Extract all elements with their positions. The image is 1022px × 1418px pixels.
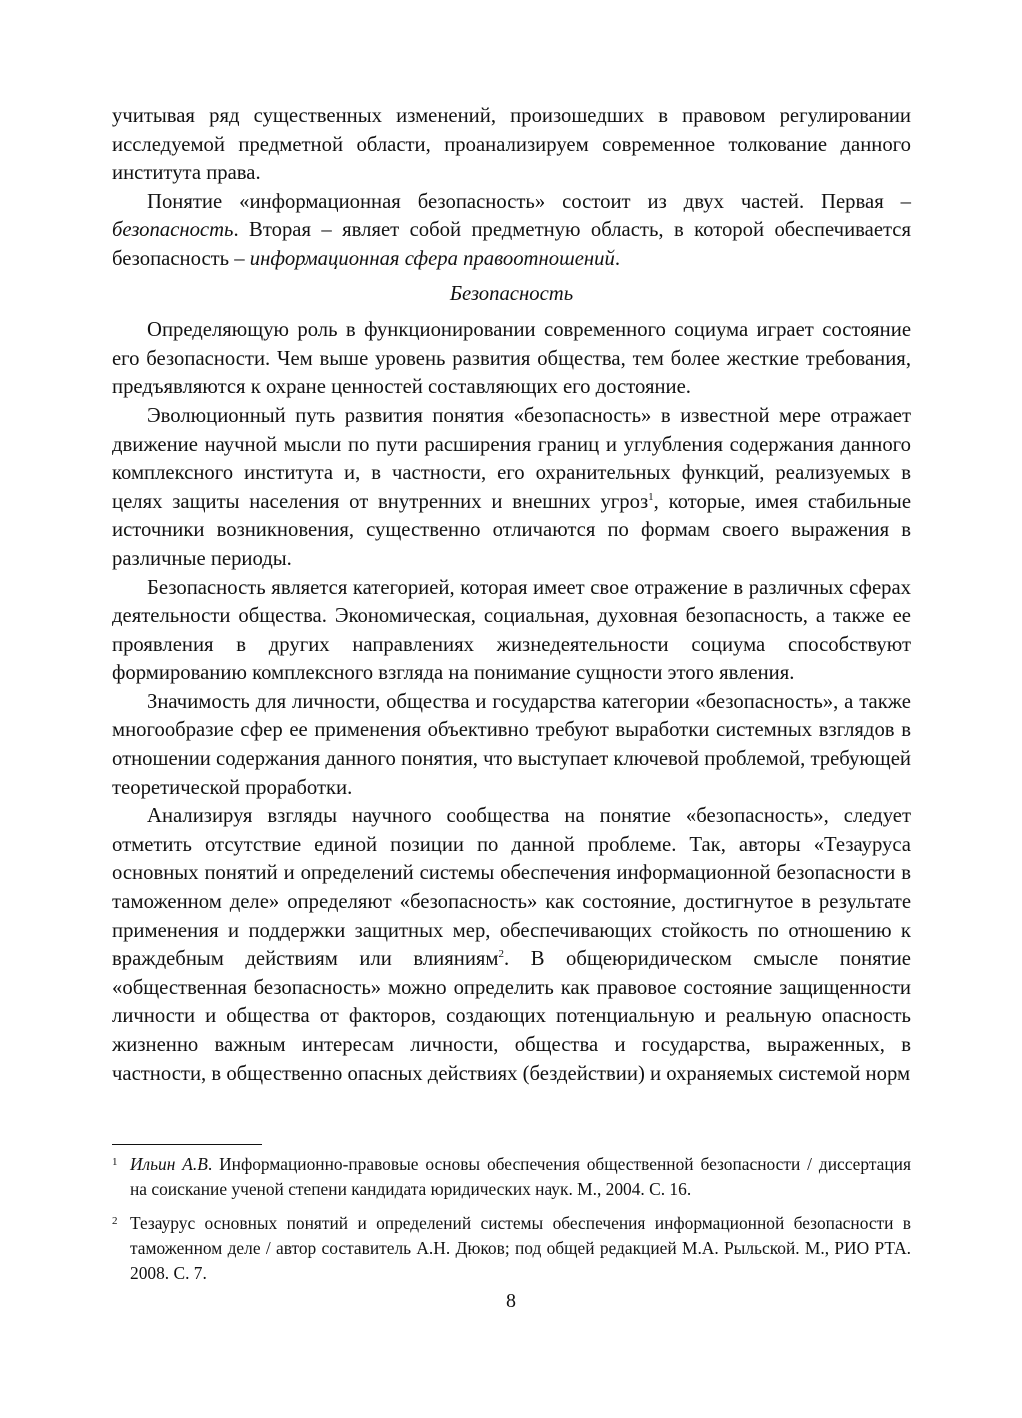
p2-text-a: Понятие «информационная безопасность» состоит из двух частей. Первая – bbox=[147, 190, 911, 213]
paragraph-role: Определяющую роль в функционировании современного социума играет состояние его безопасности. Чем выше уровень развития общества, тем более жесткие требования, предъявляются к охране ценностей составляющих его достояние. bbox=[112, 319, 911, 399]
p4-text-b: , которые, имея стабильные источники возникновения, существенно отличаются по формам своего выражения в различные периоды. bbox=[112, 490, 911, 570]
footnote-ref-2[interactable]: 2 bbox=[498, 948, 505, 961]
footnote-number: 1 bbox=[112, 1156, 118, 1168]
footnote-author: Ильин А.В bbox=[130, 1154, 208, 1174]
footnote-text: Тезаурус основных понятий и определений системы обеспечения информационной безопасности в таможенном деле / автор составитель А.Н. Дюков; под общей редакцией М.А. Рыльской. М., РИО РТА. 2008. С. 7. bbox=[130, 1213, 911, 1283]
page-number: 8 bbox=[506, 1290, 516, 1312]
footnote-1 bbox=[112, 1152, 911, 1202]
paragraph-concept-definition bbox=[112, 188, 911, 274]
footnote-ref-1[interactable]: 1 bbox=[648, 490, 654, 503]
footnote-separator bbox=[112, 1144, 262, 1145]
paragraph-significance: Значимость для личности, общества и государства категории «безопасность», а также многообразие сфер ее применения объективно требуют выработки системных взглядов в отношении содержания данного понятия, что выступает ключевой проблемой, требующей теоретической проработки. bbox=[112, 690, 911, 799]
p2-term-security: безопасность bbox=[112, 219, 234, 242]
paragraph-continuation: учитывая ряд существенных изменений, произошедших в правовом регулировании исследуемой предметной области, проанализируем современное толкование данного института права. bbox=[112, 105, 911, 185]
main-text bbox=[112, 102, 911, 1088]
p7-text-b: . В общеюридическом смысле понятие «общественная безопасность» можно определить как правовое состояние защищенности личности и общества от факторов, создающих потенциальную и реальную опасность жизненно важным интересам личности, общества и государства, выраженных, в частности, в общественно опасных действиях (бездействии) и охраняемых системой норм bbox=[112, 948, 911, 1085]
footnote-2 bbox=[112, 1211, 911, 1286]
p2-text-c: . Вторая – являет собой предметную область, в которой обеспечивается безопасность – bbox=[112, 219, 911, 270]
footnotes bbox=[112, 1152, 911, 1295]
footnote-text: . Информационно-правовые основы обеспечения общественной безопасности / диссертация на соискание ученой степени кандидата юридических наук. М., 2004. С. 16. bbox=[130, 1154, 911, 1199]
p2-text-e: . bbox=[614, 247, 620, 270]
paragraph-category: Безопасность является категорией, которая имеет свое отражение в различных сферах деятельности общества. Экономическая, социальная, духовная безопасность, а также ее проявления в других направлениях жизнедеятельности социума способствуют формированию комплексного взгляда на понимание сущности этого явления. bbox=[112, 576, 911, 685]
footnote-number: 2 bbox=[112, 1215, 118, 1227]
section-heading: Безопасность bbox=[449, 282, 574, 305]
p2-term-info-sphere: информационная сфера правоотношений bbox=[249, 247, 615, 270]
paragraph-evolution bbox=[112, 402, 911, 574]
paragraph-analysis bbox=[112, 802, 911, 1088]
p7-text-a: Анализируя взгляды научного сообщества на понятие «безопасность», следует отметить отсутствие единой позиции по данной проблеме. Так, авторы «Тезауруса основных понятий и определений системы обеспечения информационной безопасности в таможенном деле» определяют «безопасность» как состояние, достигнутое в результате применения и поддержки защитных мер, обеспечивающих стойкость по отношению к враждебным действиям или влияниям bbox=[112, 805, 911, 971]
p4-text-a: Эволюционный путь развития понятия «безопасность» в известной мере отражает движение научной мысли по пути расширения границ и углубления содержания данного комплексного института и, в частности, его охранительных функций, реализуемых в целях защиты населения от внутренних и внешних угроз bbox=[112, 404, 911, 513]
